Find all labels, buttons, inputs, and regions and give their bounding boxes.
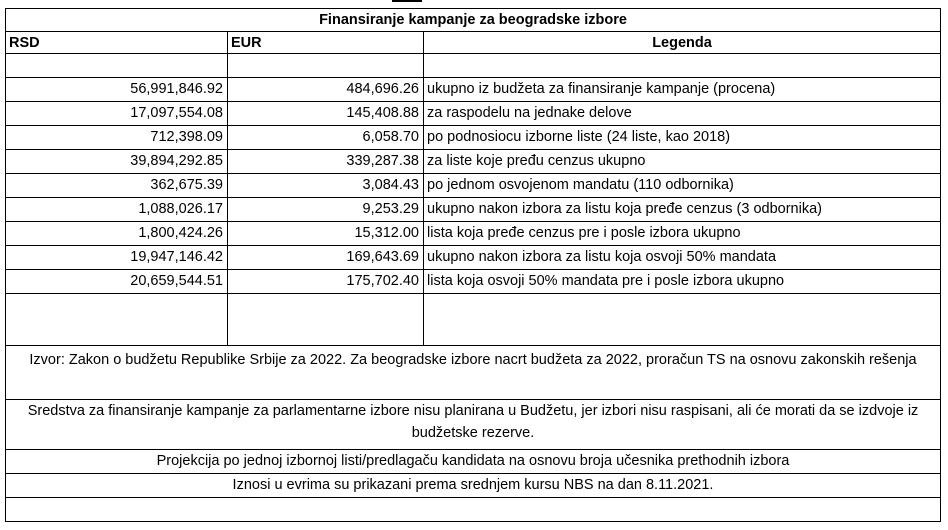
empty-cell[interactable] <box>5 54 228 78</box>
empty-cell[interactable] <box>424 294 941 346</box>
empty-cell[interactable] <box>5 498 941 522</box>
empty-cell[interactable] <box>424 54 941 78</box>
rsd-cell[interactable]: 17,097,554.08 <box>5 102 228 126</box>
rsd-cell[interactable]: 1,800,424.26 <box>5 222 228 246</box>
cropped-cell-edge <box>392 0 422 2</box>
note-source[interactable]: Izvor: Zakon o budžetu Republike Srbije za 2022. Za beogradske izbore nacrt budžeta za 2022, proračun TS na osnovu zakonskih rešenja <box>5 346 941 400</box>
table-row <box>5 222 941 246</box>
rsd-cell[interactable]: 362,675.39 <box>5 174 228 198</box>
note-row <box>5 400 941 450</box>
eur-cell[interactable]: 3,084.43 <box>228 174 424 198</box>
rsd-cell[interactable]: 19,947,146.42 <box>5 246 228 270</box>
table-title[interactable]: Finansiranje kampanje za beogradske izbore <box>5 8 941 32</box>
table-row <box>5 198 941 222</box>
legend-cell[interactable]: lista koja osvoji 50% mandata pre i posle izbora ukupno <box>424 270 941 294</box>
note-exchange-rate[interactable]: Iznosi u evrima su prikazani prema srednjem kursu NBS na dan 8.11.2021. <box>5 474 941 498</box>
eur-cell[interactable]: 484,696.26 <box>228 78 424 102</box>
note-parliamentary[interactable]: Sredstva za finansiranje kampanje za parlamentarne izbore nisu planirana u Budžetu, jer izbori nisu raspisani, ali će morati da se izdvoje iz budžetske rezerve. <box>5 400 941 450</box>
title-row <box>5 8 941 32</box>
table-row <box>5 150 941 174</box>
table-row <box>5 126 941 150</box>
legend-cell[interactable]: ukupno nakon izbora za listu koja osvoji 50% mandata <box>424 246 941 270</box>
eur-cell[interactable]: 15,312.00 <box>228 222 424 246</box>
eur-cell[interactable]: 9,253.29 <box>228 198 424 222</box>
header-eur[interactable]: EUR <box>228 32 424 54</box>
table-row <box>5 102 941 126</box>
legend-cell[interactable]: za raspodelu na jednake delove <box>424 102 941 126</box>
note-projection[interactable]: Projekcija po jednoj izbornoj listi/predlagaču kandidata na osnovu broja učesnika prethodnih izbora <box>5 450 941 474</box>
note-row <box>5 346 941 400</box>
empty-cell[interactable] <box>228 294 424 346</box>
empty-cell[interactable] <box>5 294 228 346</box>
rsd-cell[interactable]: 712,398.09 <box>5 126 228 150</box>
empty-cell[interactable] <box>228 54 424 78</box>
header-legend[interactable]: Legenda <box>424 32 941 54</box>
rsd-cell[interactable]: 20,659,544.51 <box>5 270 228 294</box>
eur-cell[interactable]: 175,702.40 <box>228 270 424 294</box>
note-row <box>5 474 941 498</box>
rsd-cell[interactable]: 39,894,292.85 <box>5 150 228 174</box>
rsd-cell[interactable]: 1,088,026.17 <box>5 198 228 222</box>
empty-row <box>5 498 941 522</box>
table-row <box>5 246 941 270</box>
empty-row <box>5 294 941 346</box>
header-row <box>5 32 941 54</box>
empty-row <box>5 54 941 78</box>
rsd-cell[interactable]: 56,991,846.92 <box>5 78 228 102</box>
eur-cell[interactable]: 6,058.70 <box>228 126 424 150</box>
legend-cell[interactable]: po jednom osvojenom mandatu (110 odbornika) <box>424 174 941 198</box>
eur-cell[interactable]: 169,643.69 <box>228 246 424 270</box>
table-row <box>5 78 941 102</box>
legend-cell[interactable]: po podnosiocu izborne liste (24 liste, kao 2018) <box>424 126 941 150</box>
legend-cell[interactable]: ukupno iz budžeta za finansiranje kampanje (procena) <box>424 78 941 102</box>
table-row <box>5 270 941 294</box>
eur-cell[interactable]: 145,408.88 <box>228 102 424 126</box>
table-row <box>5 174 941 198</box>
eur-cell[interactable]: 339,287.38 <box>228 150 424 174</box>
legend-cell[interactable]: za liste koje pređu cenzus ukupno <box>424 150 941 174</box>
legend-cell[interactable]: ukupno nakon izbora za listu koja pređe cenzus (3 odbornika) <box>424 198 941 222</box>
note-row <box>5 450 941 474</box>
legend-cell[interactable]: lista koja pređe cenzus pre i posle izbora ukupno <box>424 222 941 246</box>
header-rsd[interactable]: RSD <box>5 32 228 54</box>
